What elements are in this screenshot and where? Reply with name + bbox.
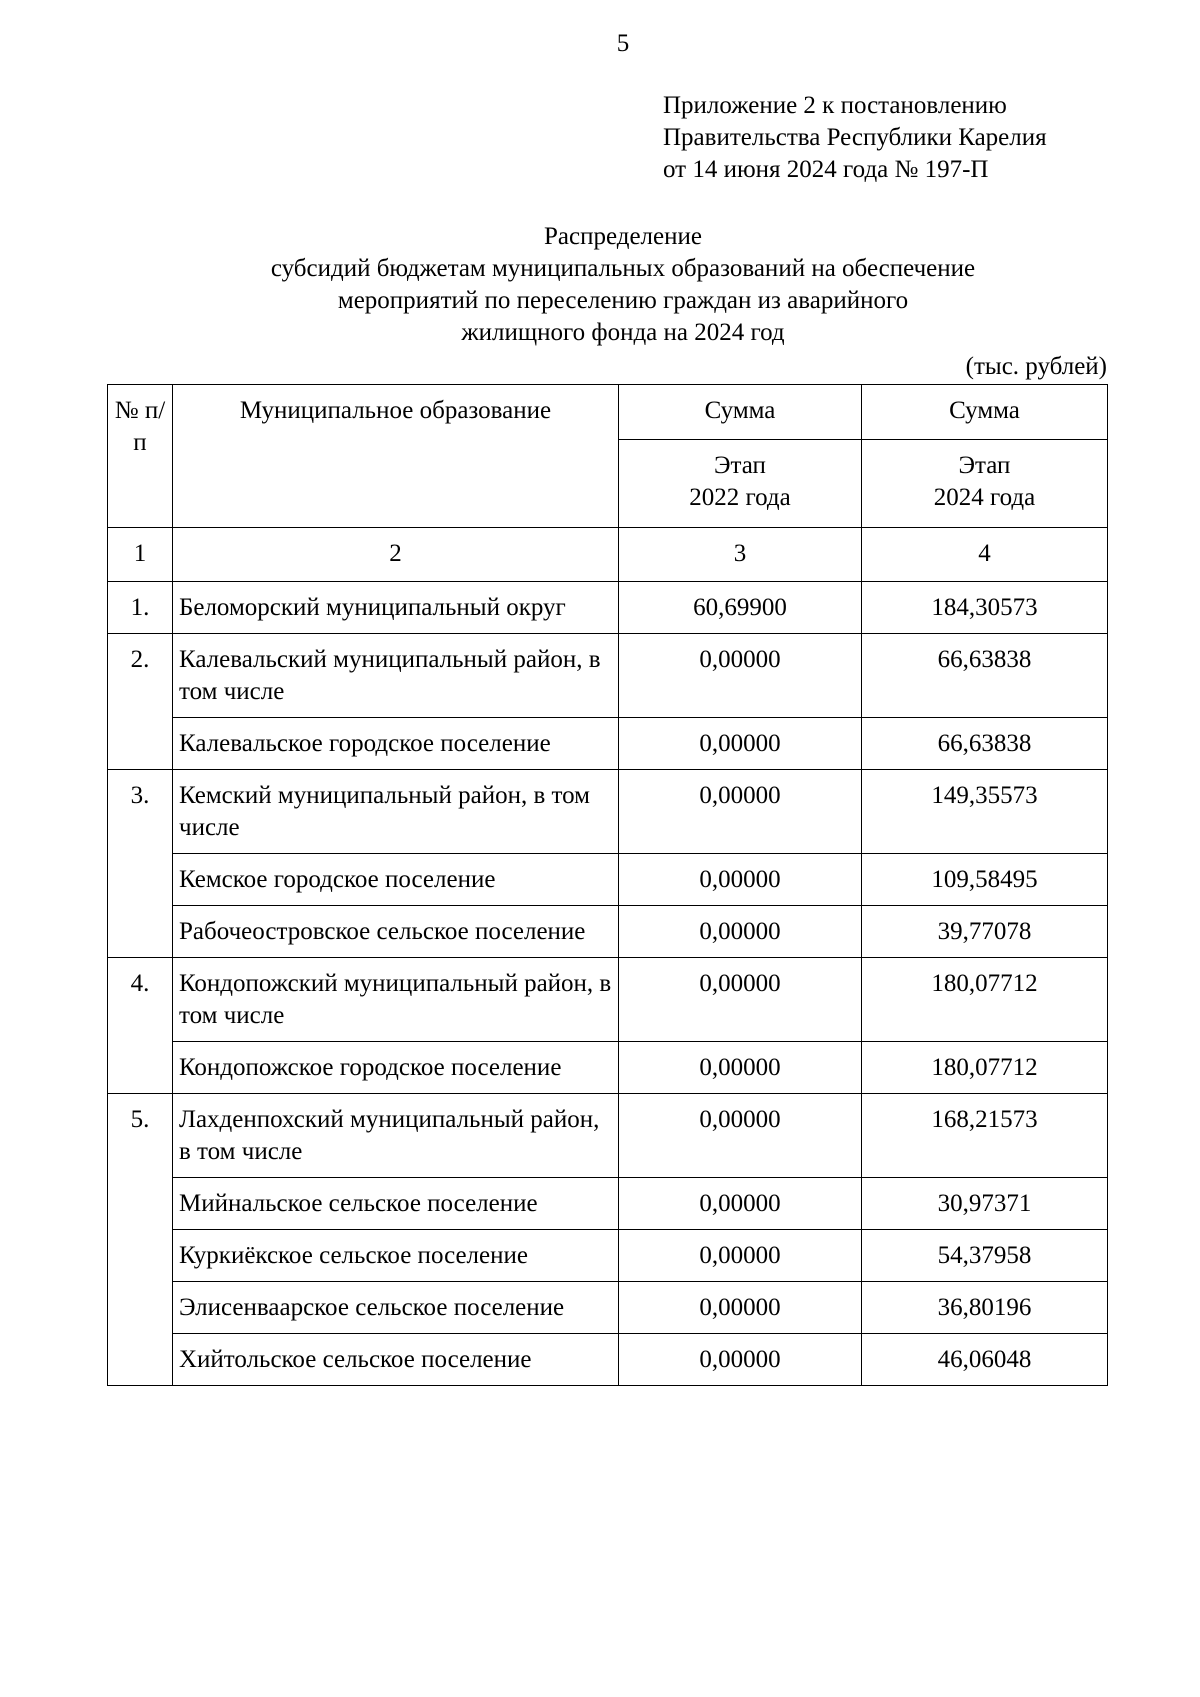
municipality-name: Хийтольское сельское поселение [173, 1334, 619, 1386]
amount-2024: 109,58495 [862, 854, 1108, 906]
column-number: 2 [173, 528, 619, 582]
table-header-row [108, 385, 1108, 440]
municipality-name: Кондопожский муниципальный район, в том числе [173, 958, 619, 1042]
stage-label: Этап [958, 452, 1011, 479]
table-row [108, 1094, 1108, 1178]
header-stage-2022 [619, 440, 862, 528]
amount-2024: 180,07712 [862, 958, 1108, 1042]
table-row [108, 634, 1108, 718]
municipality-name: Куркиёкское сельское поселение [173, 1230, 619, 1282]
municipality-name: Кондопожское городское поселение [173, 1042, 619, 1094]
title-line: мероприятий по переселению граждан из аварийного [337, 287, 909, 314]
municipality-name: Элисенваарское сельское поселение [173, 1282, 619, 1334]
municipality-name: Мийнальское сельское поселение [173, 1178, 619, 1230]
amount-2024: 168,21573 [862, 1094, 1108, 1178]
amount-2024: 30,97371 [862, 1178, 1108, 1230]
municipality-name: Кемское городское поселение [173, 854, 619, 906]
amount-2024: 149,35573 [862, 770, 1108, 854]
distribution-table [107, 384, 1108, 1386]
column-number: 4 [862, 528, 1108, 582]
municipality-name: Рабочеостровское сельское поселение [173, 906, 619, 958]
stage-year: 2024 года [933, 484, 1036, 511]
table-row [108, 1042, 1108, 1094]
row-number: 5. [108, 1094, 173, 1386]
title-line: субсидий бюджетам муниципальных образований на обеспечение [270, 255, 976, 282]
amount-2022: 0,00000 [619, 770, 862, 854]
table-row [108, 906, 1108, 958]
table-row [108, 770, 1108, 854]
amount-2022: 0,00000 [619, 1230, 862, 1282]
amount-2022: 0,00000 [619, 1094, 862, 1178]
appendix-line: Приложение 2 к постановлению [663, 92, 1007, 119]
row-number: 2. [108, 634, 173, 770]
amount-2024: 66,63838 [862, 634, 1108, 718]
units-label: (тыс. рублей) [965, 353, 1107, 380]
municipality-name: Беломорский муниципальный округ [173, 582, 619, 634]
amount-2022: 0,00000 [619, 1178, 862, 1230]
amount-2022: 60,69900 [619, 582, 862, 634]
row-number: 4. [108, 958, 173, 1094]
table-row [108, 582, 1108, 634]
table-row [108, 958, 1108, 1042]
table-row [108, 718, 1108, 770]
document-title [0, 221, 1200, 349]
municipality-name: Калевальское городское поселение [173, 718, 619, 770]
header-number: № п/п [108, 385, 173, 528]
municipality-name: Кемский муниципальный район, в том числе [173, 770, 619, 854]
amount-2022: 0,00000 [619, 718, 862, 770]
column-number: 1 [108, 528, 173, 582]
amount-2022: 0,00000 [619, 1334, 862, 1386]
header-sum-2022: Сумма [619, 385, 862, 440]
header-stage-2024 [862, 440, 1108, 528]
row-number: 1. [108, 582, 173, 634]
table-row [108, 854, 1108, 906]
title-line: жилищного фонда на 2024 год [461, 319, 785, 346]
appendix-reference [663, 90, 1047, 186]
amount-2022: 0,00000 [619, 854, 862, 906]
table-row [108, 1334, 1108, 1386]
column-numbering-row [108, 528, 1108, 582]
amount-2024: 39,77078 [862, 906, 1108, 958]
appendix-line: Правительства Республики Карелия [663, 124, 1047, 151]
table-row [108, 1230, 1108, 1282]
municipality-name: Калевальский муниципальный район, в том числе [173, 634, 619, 718]
amount-2022: 0,00000 [619, 906, 862, 958]
header-municipality: Муниципальное образование [173, 385, 619, 528]
municipality-name: Лахденпохский муниципальный район, в том числе [173, 1094, 619, 1178]
appendix-line: от 14 июня 2024 года № 197-П [663, 156, 989, 183]
amount-2024: 54,37958 [862, 1230, 1108, 1282]
column-number: 3 [619, 528, 862, 582]
amount-2024: 184,30573 [862, 582, 1108, 634]
table-row [108, 1178, 1108, 1230]
row-number: 3. [108, 770, 173, 958]
page-number: 5 [616, 30, 630, 57]
amount-2022: 0,00000 [619, 634, 862, 718]
amount-2022: 0,00000 [619, 958, 862, 1042]
title-line: Распределение [544, 223, 702, 250]
stage-year: 2022 года [689, 484, 791, 511]
table-row [108, 1282, 1108, 1334]
header-sum-2024: Сумма [862, 385, 1108, 440]
amount-2024: 46,06048 [862, 1334, 1108, 1386]
amount-2024: 66,63838 [862, 718, 1108, 770]
amount-2024: 36,80196 [862, 1282, 1108, 1334]
amount-2022: 0,00000 [619, 1042, 862, 1094]
amount-2024: 180,07712 [862, 1042, 1108, 1094]
amount-2022: 0,00000 [619, 1282, 862, 1334]
stage-label: Этап [714, 452, 766, 479]
